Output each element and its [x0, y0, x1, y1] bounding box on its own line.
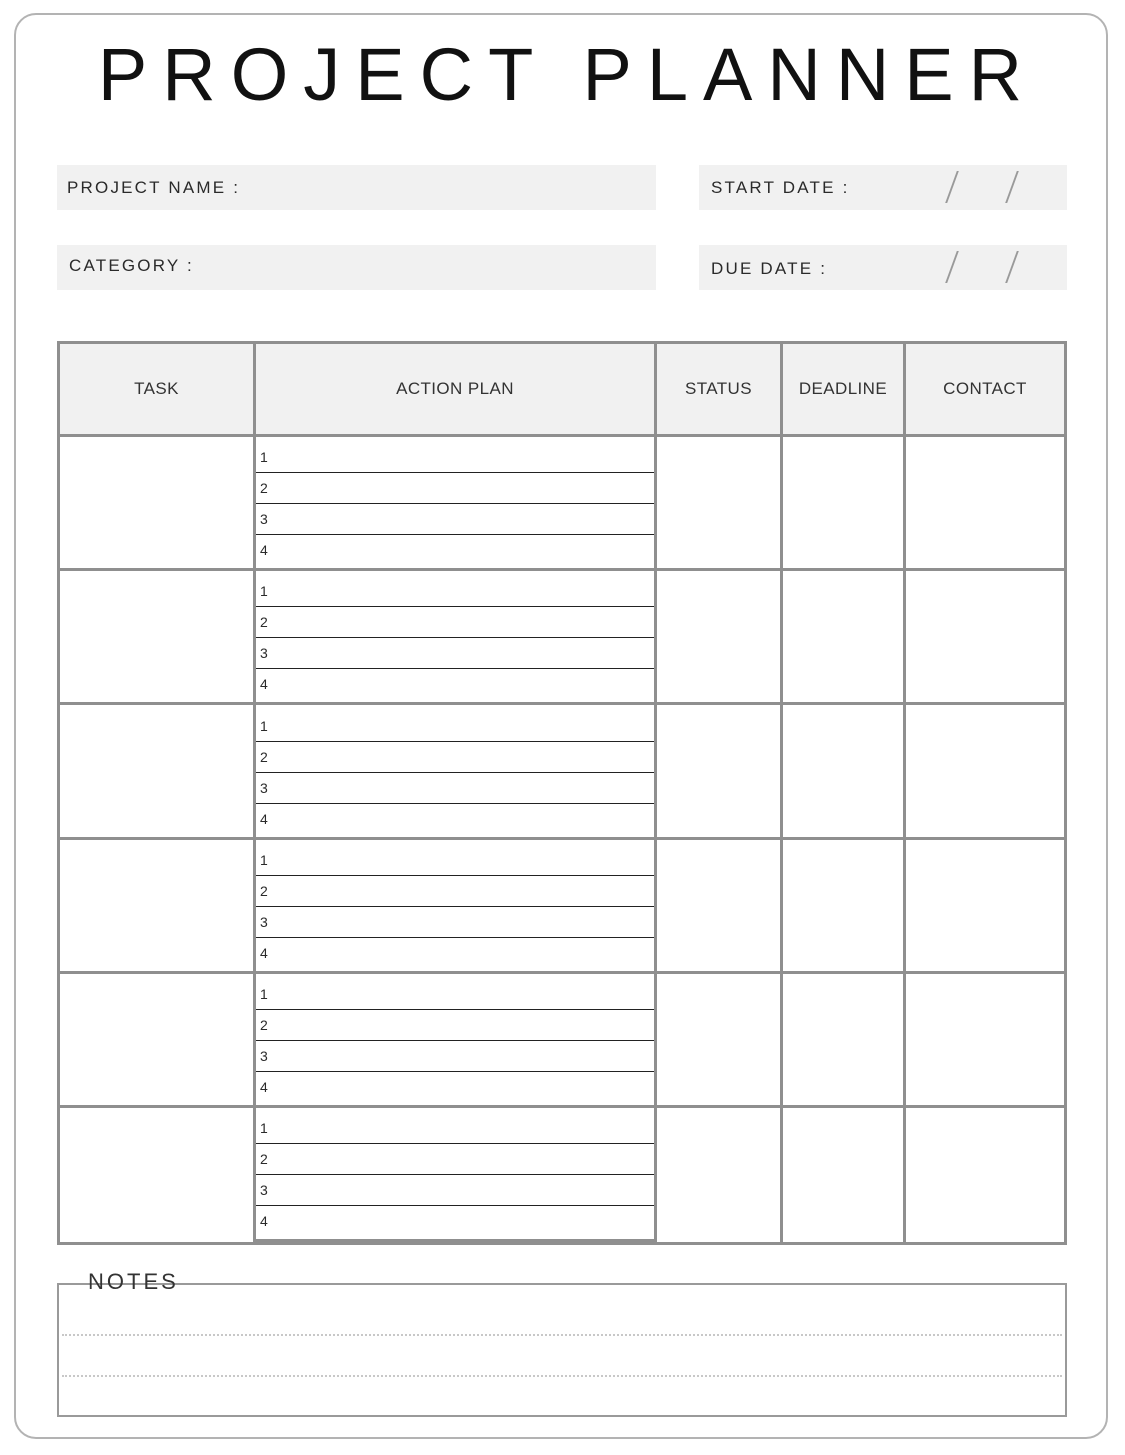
task-cell[interactable]: [60, 705, 256, 839]
action-plan-line[interactable]: 3: [256, 1175, 654, 1206]
action-plan-line[interactable]: 2: [256, 1144, 654, 1175]
task-cell[interactable]: [60, 974, 256, 1108]
planner-table: [57, 341, 1067, 1245]
notes-label: NOTES: [88, 1269, 179, 1294]
header-deadline: DEADLINE: [783, 344, 906, 437]
action-plan-cell: [256, 1108, 657, 1242]
contact-cell[interactable]: [906, 1108, 1064, 1242]
action-plan-line[interactable]: 4: [260, 1078, 268, 1095]
action-plan-line[interactable]: 2: [256, 742, 654, 773]
action-plan-line[interactable]: 4: [260, 542, 268, 559]
task-cell[interactable]: [60, 437, 256, 571]
header-status: STATUS: [657, 344, 783, 437]
action-plan-line[interactable]: 1: [256, 442, 654, 473]
action-plan-line[interactable]: 2: [256, 876, 654, 907]
action-plan-line[interactable]: 4: [260, 1213, 268, 1229]
action-plan-line[interactable]: 3: [256, 773, 654, 804]
deadline-cell[interactable]: [783, 705, 906, 839]
action-plan-line[interactable]: 2: [256, 1010, 654, 1041]
deadline-cell[interactable]: [783, 437, 906, 571]
action-plan-cell: [256, 974, 657, 1108]
status-cell[interactable]: [657, 437, 783, 571]
action-plan-cell: [256, 705, 657, 839]
contact-cell[interactable]: [906, 571, 1064, 705]
action-plan-cell: [256, 437, 657, 571]
deadline-cell[interactable]: [783, 974, 906, 1108]
deadline-cell[interactable]: [783, 571, 906, 705]
deadline-cell[interactable]: [783, 840, 906, 974]
due-date-field[interactable]: [699, 245, 1067, 290]
date-separator-slash: [1005, 171, 1019, 203]
header-action-plan: ACTION PLAN: [256, 344, 657, 437]
notes-box[interactable]: [57, 1283, 1067, 1417]
page-title: PROJECT PLANNER: [97, 33, 1038, 116]
task-cell[interactable]: [60, 840, 256, 974]
action-plan-cell: [256, 840, 657, 974]
action-plan-line[interactable]: 3: [256, 504, 654, 535]
status-cell[interactable]: [657, 974, 783, 1108]
task-cell[interactable]: [60, 1108, 256, 1242]
action-plan-line[interactable]: 3: [256, 907, 654, 938]
category-label: CATEGORY :: [69, 256, 194, 275]
start-date-field[interactable]: [699, 165, 1067, 210]
action-plan-line[interactable]: 3: [256, 1041, 654, 1072]
task-cell[interactable]: [60, 571, 256, 705]
action-plan-line[interactable]: 1: [256, 845, 654, 876]
contact-cell[interactable]: [906, 974, 1064, 1108]
header-task: TASK: [60, 344, 256, 437]
action-plan-cell: [256, 571, 657, 705]
notes-line: [62, 1375, 1062, 1377]
project-name-label: PROJECT NAME :: [67, 178, 241, 197]
date-separator-slash: [945, 171, 959, 203]
category-field[interactable]: [57, 245, 656, 290]
start-date-label: START DATE :: [711, 178, 850, 197]
action-plan-line[interactable]: 4: [260, 676, 268, 693]
date-separator-slash: [945, 251, 959, 283]
action-plan-line[interactable]: 4: [260, 810, 268, 827]
contact-cell[interactable]: [906, 840, 1064, 974]
status-cell[interactable]: [657, 705, 783, 839]
project-name-field[interactable]: [57, 165, 656, 210]
action-plan-line[interactable]: 2: [256, 607, 654, 638]
action-plan-line[interactable]: 1: [256, 711, 654, 742]
contact-cell[interactable]: [906, 705, 1064, 839]
action-plan-line[interactable]: 4: [260, 944, 268, 961]
date-separator-slash: [1005, 251, 1019, 283]
action-plan-line[interactable]: 1: [256, 979, 654, 1010]
status-cell[interactable]: [657, 840, 783, 974]
status-cell[interactable]: [657, 571, 783, 705]
action-plan-line[interactable]: 1: [256, 576, 654, 607]
status-cell[interactable]: [657, 1108, 783, 1242]
contact-cell[interactable]: [906, 437, 1064, 571]
header-contact: CONTACT: [906, 344, 1064, 437]
action-plan-line[interactable]: 1: [256, 1113, 654, 1144]
due-date-label: DUE DATE :: [711, 259, 828, 278]
deadline-cell[interactable]: [783, 1108, 906, 1242]
notes-line: [62, 1334, 1062, 1336]
action-plan-line[interactable]: 3: [256, 638, 654, 669]
action-plan-line[interactable]: 2: [256, 473, 654, 504]
